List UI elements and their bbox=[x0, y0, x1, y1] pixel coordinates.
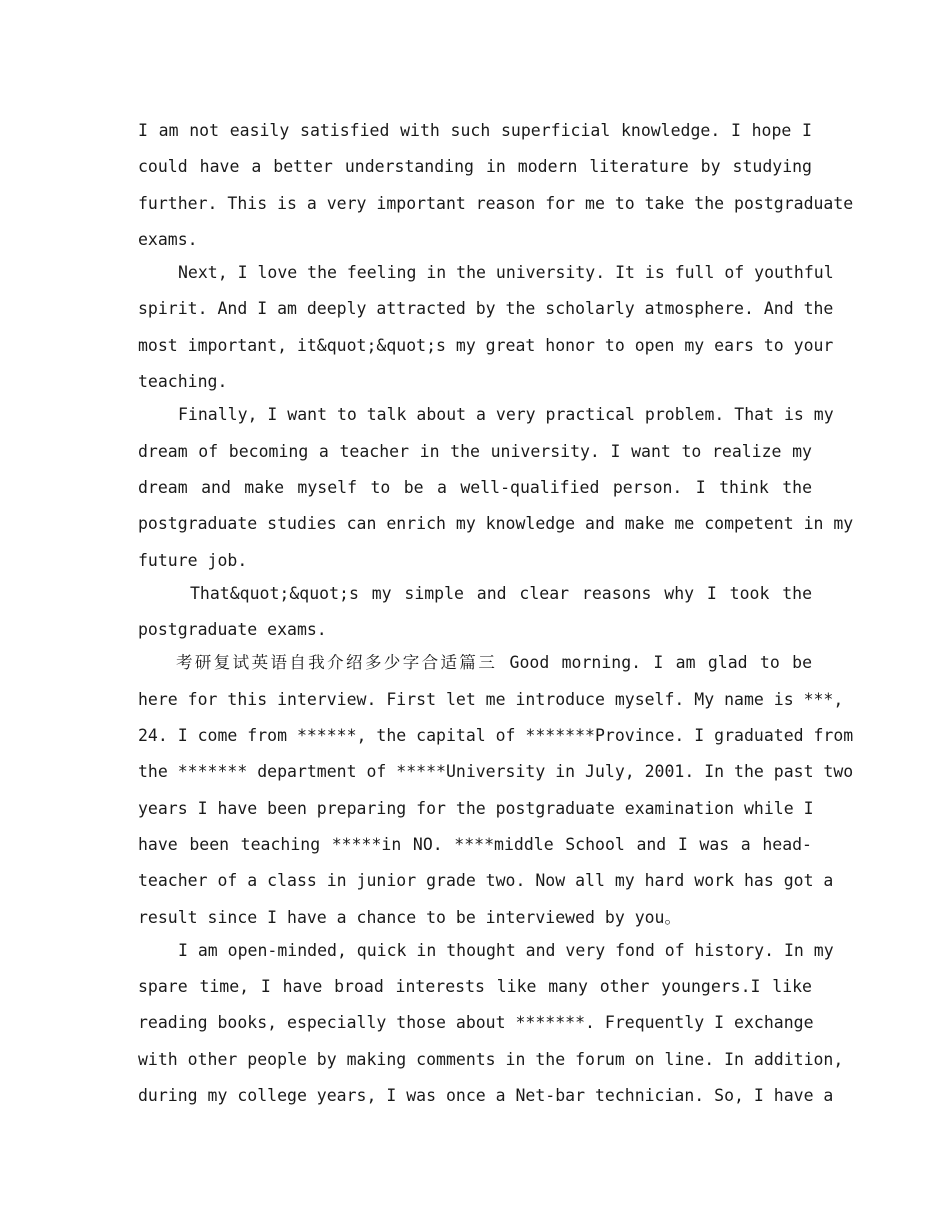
body-text-line: could have a better understanding in modern literature by studying bbox=[138, 157, 812, 177]
body-text-line: during my college years, I was once a Net-bar technician. So, I have a bbox=[138, 1086, 834, 1106]
body-text-line: with other people by making comments in the forum on line. In addition, bbox=[138, 1049, 844, 1069]
body-text-line: future job. bbox=[138, 550, 248, 570]
body-text-line: most important, it&quot;&quot;s my great honor to open my ears to your bbox=[138, 335, 834, 355]
body-text-line: teaching. bbox=[138, 372, 228, 392]
body-text-line: I am not easily satisfied with such superficial knowledge. I hope I bbox=[138, 121, 812, 140]
body-text-line: That&quot;&quot;s my simple and clear reasons why I took the bbox=[190, 583, 812, 603]
body-text-line: Next, I love the feeling in the university. It is full of youthful bbox=[178, 263, 834, 283]
body-text-line: teacher of a class in junior grade two. Now all my hard work has got a bbox=[138, 871, 834, 891]
body-text-line: years I have been preparing for the postgraduate examination while I bbox=[138, 798, 814, 818]
body-text-line: spirit. And I am deeply attracted by the scholarly atmosphere. And the bbox=[138, 299, 834, 319]
body-text-line: further. This is a very important reason for me to take the postgraduate bbox=[138, 193, 854, 213]
body-text-line: 24. I come from ******, the capital of *******Province. I graduated from bbox=[138, 726, 854, 746]
body-text-line: here for this interview. First let me introduce myself. My name is ***, bbox=[138, 689, 844, 709]
body-text-line: reading books, especially those about *******. Frequently I exchange bbox=[138, 1013, 814, 1033]
body-text-line: I am open-minded, quick in thought and very fond of history. In my bbox=[178, 940, 834, 960]
body-text-line: postgraduate studies can enrich my knowledge and make me competent in my bbox=[138, 514, 854, 534]
body-text-line: dream of becoming a teacher in the university. I want to realize my bbox=[138, 441, 812, 461]
body-text-line: result since I have a chance to be interviewed by you。 bbox=[138, 907, 681, 927]
body-text-line: exams. bbox=[138, 229, 198, 249]
section-heading-line: 考研复试英语自我介绍多少字合适篇三 Good morning. I am glad to be bbox=[176, 653, 812, 673]
document-body bbox=[138, 113, 854, 1114]
body-text-line: Finally, I want to talk about a very practical problem. That is my bbox=[178, 405, 834, 425]
body-text-line: have been teaching *****in NO. ****middle School and I was a head- bbox=[138, 834, 812, 854]
body-text-line: the ******* department of *****University in July, 2001. In the past two bbox=[138, 762, 854, 782]
body-text-line: postgraduate exams. bbox=[138, 620, 327, 640]
body-text-line: spare time, I have broad interests like many other youngers.I like bbox=[138, 977, 812, 997]
body-text-line: dream and make myself to be a well-qualified person. I think the bbox=[138, 477, 812, 497]
